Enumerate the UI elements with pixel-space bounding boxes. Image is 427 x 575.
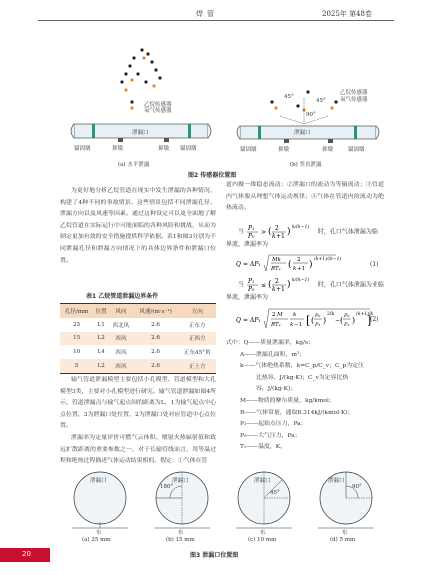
fig3c-angle: 45° [270, 490, 280, 496]
fig3b-caption: (b) 15 mm [166, 537, 195, 543]
var-line: k——气体绝热系数，k=C_p/C_v；C_p为定压 [240, 363, 364, 370]
var-line: P₁——起始点压力，Pa； [240, 421, 307, 428]
table-cell: 正上方 [188, 364, 206, 371]
fig2a-caption: (a) 水平泄露 [118, 162, 150, 168]
eq1-number: (1) [370, 261, 379, 268]
table-cell: L4 [97, 349, 105, 356]
svg-text:k: k [271, 233, 276, 240]
var-line: 比热容，J/(kg·K)；C_v为定容比热 [256, 374, 349, 381]
left-paragraph-2: 输气管道泄漏模型主要包括小孔模型、管道模型和大孔模型3类，主要对小孔模型进行研究。输气管道泄漏如图4所示，管道泄漏点与输气起点间的距离为L，1为输气起点中心点位置，3为泄漏口处位置，2为泄漏口处对应管道中心点位置。 [60, 377, 216, 430]
fig3-title: 图3 泄漏口位置图 [190, 552, 239, 559]
fig3c-east: 东 [260, 530, 266, 536]
svg-text:+1: +1 [275, 233, 285, 240]
table-row [60, 345, 216, 359]
table-row [60, 332, 216, 346]
fig2b-label-oxygen-sensor: 氧气传感器 [340, 97, 368, 103]
fig2b-label-anchor-left: 锚固墩 [240, 147, 257, 153]
var-line: T₁——温度，K。 [240, 444, 287, 451]
var-line: 式中：Q——质量泄漏率，kg/s； [226, 340, 314, 346]
table-cell: 西北风 [112, 322, 130, 329]
svg-text:Q: Q [236, 261, 241, 268]
left-paragraph-3: 泄漏率为定量评价可燃气云体积、喷射火热辐射值和致远扩散距离的重要参数之一，对于长输管线而言，用等温过程和绝热过程描述气体运动结果相似。假定：①气体在管 [60, 435, 216, 465]
fig2a-label-pier-2: 抑墩 [158, 146, 170, 152]
fig2b-label-leak: 泄漏口 [294, 130, 311, 136]
svg-text:P₀: P₀ [344, 313, 350, 319]
svg-text:>: > [260, 229, 266, 236]
header-rule [38, 20, 394, 21]
svg-text:AP₁: AP₁ [250, 317, 261, 324]
svg-text:2: 2 [274, 278, 279, 285]
fig3b-east: 东 [178, 530, 184, 536]
figure-3 [58, 466, 388, 536]
equation-2-formula [236, 307, 376, 333]
right-paragraph-1: 道内做一维稳态流动；②泄漏口的流动为等熵流动；③管道内气体服从理想气体运动规律；④气体在管道内的流动为绝热流动。 [226, 182, 384, 212]
svg-text:(k+1)/k: (k+1)/k [356, 312, 374, 317]
svg-text:RT₁: RT₁ [271, 266, 281, 272]
eq-cond1-prefix: 当 [238, 228, 245, 236]
fig2b-label-anchor-right: 锚固墩 [348, 147, 365, 153]
figure-2a [60, 44, 220, 156]
svg-text:AP₁: AP₁ [250, 261, 261, 268]
var-line: P₀——大气压力，Pa； [240, 432, 301, 439]
table-cell: 2.6 [151, 349, 160, 356]
svg-text:(: ( [311, 316, 315, 325]
table-cell: 2.6 [151, 321, 160, 328]
svg-text:(: ( [288, 260, 292, 270]
eq-cond1-suffix: 时，孔口气体泄漏为临 [317, 228, 378, 236]
svg-text:2: 2 [297, 257, 301, 263]
table-cell: 2.6 [151, 335, 160, 342]
svg-text:): ) [309, 260, 313, 270]
svg-text:P₀: P₀ [247, 286, 255, 293]
fig2b-label-pier-2: 抑墩 [322, 147, 334, 153]
svg-text:Q: Q [236, 317, 241, 324]
fig3c-caption: (c) 10 mm [248, 537, 277, 543]
fig2a-label-pier-1: 抑墩 [112, 146, 124, 152]
svg-text:2: 2 [272, 312, 276, 318]
table-row [60, 318, 216, 332]
table-cell: 5 [74, 363, 79, 370]
svg-text:): ) [286, 280, 291, 290]
fig2a-label-anchor-left: 锚固墩 [74, 146, 91, 152]
table-cell: L2 [97, 335, 105, 342]
var-line: M——物质的摩尔质量，kg/kmol； [240, 397, 335, 404]
fig3c-leak-label: 泄漏口 [254, 478, 271, 484]
svg-text:P₁: P₁ [344, 322, 350, 328]
table1-col-wind-speed: 风速/(m·s⁻¹) [139, 308, 172, 315]
svg-text:): ) [352, 316, 356, 325]
fig2a-label-leak: 泄漏口 [132, 130, 149, 136]
equation-1-formula [236, 253, 376, 275]
svg-text:−: − [335, 317, 341, 324]
table-cell: L2 [97, 363, 105, 370]
svg-text:P₀: P₀ [315, 313, 321, 319]
eq-cond2-prefix: 当 [238, 281, 245, 289]
table1-col-position: 位置 [95, 308, 107, 315]
journal-name: 焊管 [196, 10, 218, 18]
equation-2 [236, 307, 376, 335]
svg-text:[: [ [306, 314, 311, 327]
svg-text:P₁: P₁ [247, 278, 255, 285]
svg-text:(: ( [267, 227, 272, 237]
table-cell: 西风 [115, 336, 127, 343]
table-cell: 正西方 [188, 336, 206, 343]
svg-text:−1: −1 [294, 322, 303, 328]
eq-condition-1 [238, 224, 378, 240]
fig3b-angle: 180° [160, 484, 174, 490]
table-cell: 15 [73, 335, 81, 342]
table-cell: 2.6 [151, 363, 160, 370]
eq-cond2-suffix: 时，孔口气体泄漏为亚临 [317, 281, 384, 289]
table-cell: 正东45°角 [183, 350, 211, 357]
table1-header-row [60, 304, 216, 318]
fig2b-angle-1: 45° [284, 94, 294, 100]
fig2-title: 图2 传感器位置图 [188, 172, 237, 179]
fig3a-leak-label: 泄漏口 [90, 478, 107, 484]
figure-2b [232, 88, 382, 154]
table-cell: 西风 [115, 350, 127, 357]
svg-text:k: k [271, 286, 276, 293]
svg-text:=: = [243, 261, 249, 268]
fig3b-leak-label: 泄漏口 [172, 478, 189, 484]
var-line: A——泄漏孔面积，m²； [240, 351, 306, 358]
fig2b-caption: (b) 竖直泄露 [290, 162, 322, 168]
svg-text:(k+1)/(k−1): (k+1)/(k−1) [314, 257, 342, 262]
svg-text:(: ( [267, 280, 272, 290]
eq-cond2-formula [246, 277, 316, 293]
fig2b-angle-2: 45° [316, 98, 326, 104]
svg-text:+1: +1 [297, 266, 306, 272]
page-number-tab [0, 548, 50, 562]
eq-cond1-line2: 界流，泄漏率为 [226, 241, 269, 248]
eq-cond1-formula [246, 224, 316, 240]
table-1 [60, 303, 216, 374]
svg-text:M: M [277, 312, 283, 318]
svg-text:P₁: P₁ [247, 225, 255, 232]
fig3a-caption: (a) 25 mm [82, 537, 111, 543]
eq-condition-2 [238, 277, 384, 293]
table-cell: L1 [97, 321, 105, 328]
figure-2a-drawing [60, 44, 220, 156]
fig3d-leak-label: 泄漏口 [328, 478, 345, 484]
fig3d-east: 东 [342, 530, 348, 536]
fig3d-caption: (d) 5 mm [330, 537, 356, 543]
fig3a-east: 东 [96, 530, 102, 536]
var-line: 容，J/(kg·K)； [256, 386, 297, 393]
fig2a-label-anchor-right: 锚固墩 [180, 146, 197, 152]
fig2a-label-oxygen-sensor: 氧气传感器 [144, 108, 172, 114]
equation-1 [236, 253, 376, 277]
issue-info: 2025年 第48卷 [322, 10, 372, 18]
fig2b-angle-3: 90° [306, 112, 316, 118]
eq2-number: (2) [370, 316, 379, 323]
eq-cond2-line2: 界流，泄漏率为 [226, 294, 269, 301]
svg-text:(: ( [340, 316, 344, 325]
svg-text:): ) [323, 316, 327, 325]
svg-text:): ) [286, 227, 291, 237]
svg-text:k: k [293, 266, 297, 272]
left-paragraph-1: 为更好地分析乙烷管道在现实中发生泄漏的各种情况，构建了4种不同的事故情景。这些情景包括不同泄漏孔径、泄漏方向以及风速等因素。通过这种设定可以更全面地了解乙烷管道在实际运行中可能面临的各种风险和挑战，从而为制定更加有效的安全措施提供科学依据。表1和图3分别为不同泄漏孔径和泄漏方向情况下的具体边界条件和泄漏口位置。 [60, 188, 216, 264]
page-number: 20 [22, 550, 31, 558]
table1-title: 表1 乙烷管道泄漏边界条件 [86, 293, 159, 300]
table1-col-direction: 方向 [191, 308, 203, 315]
fig2b-label-pier-1: 抑墩 [278, 147, 290, 153]
svg-text:]: ] [367, 314, 372, 327]
svg-text:k: k [290, 322, 294, 328]
svg-text:k: k [293, 312, 297, 318]
svg-text:P₁: P₁ [315, 322, 321, 328]
svg-text:k/(k−1): k/(k−1) [291, 225, 310, 230]
svg-text:2/k: 2/k [327, 312, 335, 317]
svg-text:+1: +1 [275, 286, 285, 293]
fig2a-label-ethane-sensor: 乙烷传感器 [144, 102, 172, 108]
table-cell: 25 [73, 321, 81, 328]
svg-text:=: = [243, 317, 249, 324]
fig3d-angle: 90° [352, 484, 362, 490]
var-line: R——气体常量，通取8.314kJ/(kmol·K)； [240, 409, 354, 416]
svg-text:≤: ≤ [260, 282, 266, 289]
table-cell: 西风 [115, 364, 127, 371]
svg-text:P₀: P₀ [247, 233, 255, 240]
fig2b-label-ethane-sensor: 乙烷传感器 [340, 90, 368, 96]
svg-text:Mk: Mk [272, 257, 281, 263]
table-row [60, 359, 216, 373]
svg-text:k/(k−1): k/(k−1) [291, 278, 310, 283]
table-cell: 10 [73, 349, 81, 356]
svg-text:RT₁: RT₁ [271, 322, 281, 328]
variable-list [226, 338, 386, 454]
table1-col-aperture: 孔径/mm [64, 308, 89, 315]
svg-text:2: 2 [274, 225, 279, 232]
table1-col-wind-dir: 风向 [115, 308, 127, 315]
table-cell: 正东方 [188, 322, 206, 329]
